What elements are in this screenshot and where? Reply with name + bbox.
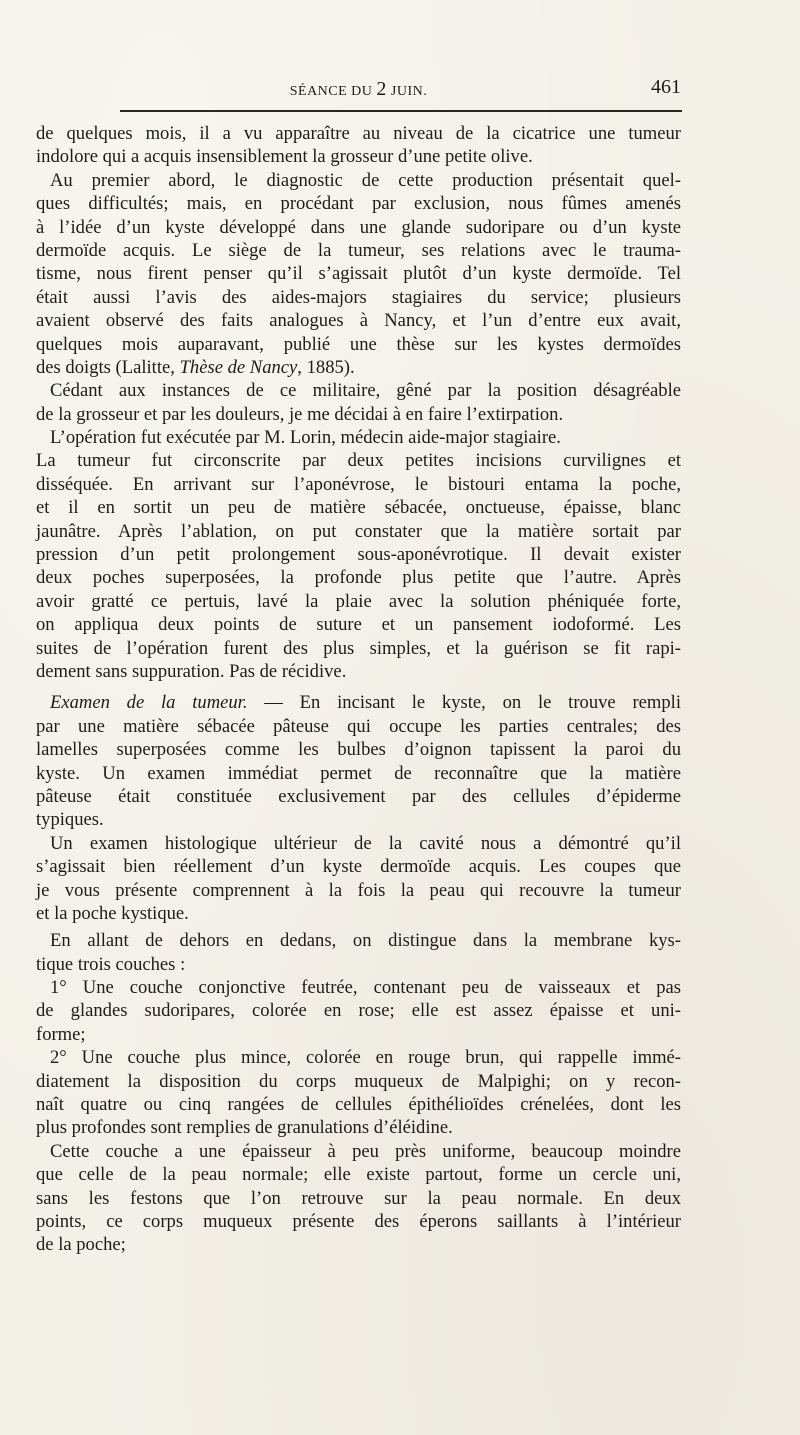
text-line: avoir gratté ce pertuis, lavé la plaie avec la solution phéniquée forte, xyxy=(36,590,681,612)
text-line: En allant de dehors en dedans, on distingue dans la membrane kys- xyxy=(50,930,681,952)
text-line: suites de l’opération furent des plus simples, et la guérison se fit rapi- xyxy=(36,637,681,659)
body-text xyxy=(36,122,681,1257)
text-line: 2° Une couche plus mince, colorée en rouge brun, qui rappelle immé- xyxy=(50,1047,681,1069)
text-line: de la grosseur et par les douleurs, je me décidai à en faire l’extirpation. xyxy=(36,403,564,425)
text-line: tique trois couches : xyxy=(36,953,186,975)
text-line: lamelles superposées comme les bulbes d’oignon tapissent la paroi du xyxy=(36,739,681,761)
running-head xyxy=(36,76,681,100)
text-line: plus profondes sont remplies de granulations d’éléidine. xyxy=(36,1117,453,1139)
text-line: et il en sortit un peu de matière sébacée, onctueuse, épaisse, blanc xyxy=(36,497,681,519)
running-title xyxy=(36,78,681,101)
text-line: dement sans suppuration. Pas de récidive. xyxy=(36,660,347,682)
header-rule xyxy=(120,110,682,112)
text-line: diatement la disposition du corps muqueux de Malpighi; on y recon- xyxy=(36,1070,681,1092)
text-line: forme; xyxy=(36,1023,86,1045)
text-line: pâteuse était constituée exclusivement par des cellules d’épiderme xyxy=(36,785,681,807)
text-line: était aussi l’avis des aides-majors stagiaires du service; plusieurs xyxy=(36,286,681,308)
text-line: deux poches superposées, la profonde plus petite que l’autre. Après xyxy=(36,567,681,589)
text-line: Un examen histologique ultérieur de la cavité nous a démontré qu’il xyxy=(50,832,681,854)
text-line: avaient observé des faits analogues à Nancy, et l’un d’entre eux avait, xyxy=(36,310,681,332)
text-line: dermoïde acquis. Le siège de la tumeur, ses relations avec le trauma- xyxy=(36,239,681,261)
paragraph-gap xyxy=(36,683,681,691)
text-line: sans les festons que l’on retrouve sur la peau normale. En deux xyxy=(36,1187,681,1209)
running-title-number: 2 xyxy=(376,78,387,100)
text-line: tisme, nous firent penser qu’il s’agissait plutôt d’un kyste dermoïde. Tel xyxy=(36,263,681,285)
text-line: de glandes sudoripares, colorée en rose; elle est assez épaisse et uni- xyxy=(36,1000,681,1022)
section-heading: Examen de la tumeur. xyxy=(50,692,248,714)
text-line: quelques mois auparavant, publié une thèse sur les kystes dermoïdes xyxy=(36,333,681,355)
text-line: s’agissait bien réellement d’un kyste dermoïde acquis. Les coupes que xyxy=(36,856,681,878)
text-line: kyste. Un examen immédiat permet de reconnaître que la matière xyxy=(36,762,681,784)
text-line: indolore qui a acquis insensiblement la grosseur d’une petite olive. xyxy=(36,146,533,168)
text-line: par une matière sébacée pâteuse qui occupe les parties centrales; des xyxy=(36,715,681,737)
text-fragment: — En incisant le kyste, on le trouve rempli xyxy=(247,692,681,714)
text-line: on appliqua deux points de suture et un pansement iodoformé. Les xyxy=(36,614,681,636)
italic-reference: Thèse de Nancy xyxy=(179,356,298,378)
text-line xyxy=(36,356,681,379)
text-line: Au premier abord, le diagnostic de cette production présentait quel- xyxy=(50,169,681,191)
text-line: ques difficultés; mais, en procédant par exclusion, nous fûmes amenés xyxy=(36,193,681,215)
text-fragment: des doigts (Lalitte, xyxy=(36,356,180,378)
text-line: disséquée. En arrivant sur l’aponévrose, le bistouri entama la poche, xyxy=(36,473,681,495)
text-line: pression d’un petit prolongement sous-aponévrotique. Il devait exister xyxy=(36,544,681,566)
text-line: de la poche; xyxy=(36,1234,126,1256)
text-line: Cédant aux instances de ce militaire, gêné par la position désagréable xyxy=(50,380,681,402)
text-line: que celle de la peau normale; elle existe partout, forme un cercle uni, xyxy=(36,1164,681,1186)
page-number: 461 xyxy=(651,76,681,98)
text-line: typiques. xyxy=(36,809,104,831)
text-line: La tumeur fut circonscrite par deux petites incisions curvilignes et xyxy=(36,450,681,472)
text-line: à l’idée d’un kyste développé dans une glande sudoripare ou d’un kyste xyxy=(36,216,681,238)
text-fragment: , 1885). xyxy=(297,356,355,378)
running-title-pre: SÉANCE DU xyxy=(289,84,377,99)
running-title-post: JUIN. xyxy=(386,84,428,99)
text-line: je vous présente comprennent à la fois la peau qui recouvre la tumeur xyxy=(36,879,681,901)
text-line xyxy=(36,691,681,714)
text-line: jaunâtre. Après l’ablation, on put constater que la matière sortait par xyxy=(36,520,681,542)
text-line: de quelques mois, il a vu apparaître au niveau de la cicatrice une tumeur xyxy=(36,123,681,144)
text-line: Cette couche a une épaisseur à peu près uniforme, beaucoup moindre xyxy=(50,1140,681,1162)
text-line: points, ce corps muqueux présente des éperons saillants à l’intérieur xyxy=(36,1210,681,1232)
text-line: 1° Une couche conjonctive feutrée, contenant peu de vaisseaux et pas xyxy=(50,977,681,999)
text-line: L’opération fut exécutée par M. Lorin, médecin aide-major stagiaire. xyxy=(50,427,561,449)
text-line: et la poche kystique. xyxy=(36,902,189,924)
text-line: naît quatre ou cinq rangées de cellules épithélioïdes crénelées, dont les xyxy=(36,1094,681,1116)
